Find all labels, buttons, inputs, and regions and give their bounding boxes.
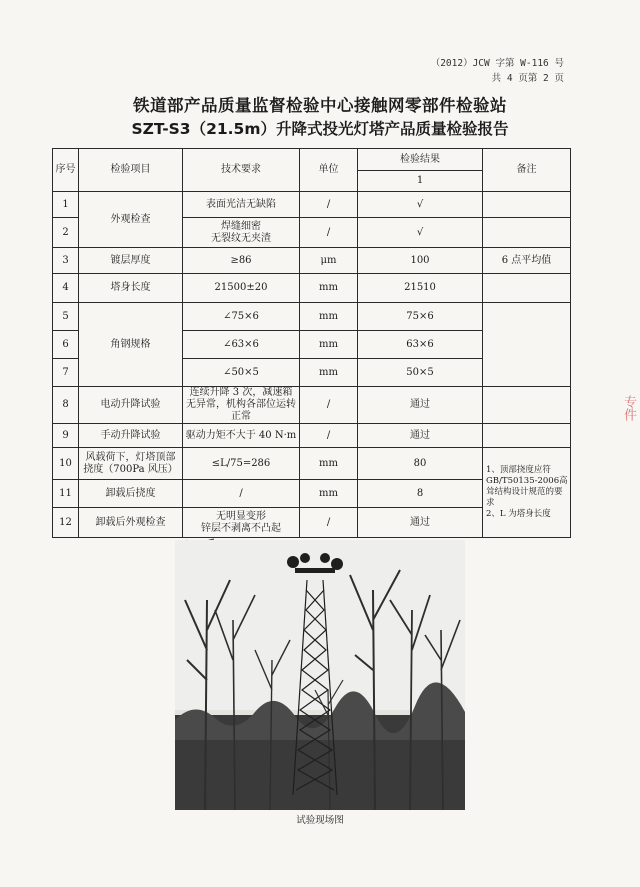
table-row <box>53 274 571 303</box>
cell-result: 8 <box>358 480 483 508</box>
cell-remark <box>483 303 571 387</box>
cell-remark: 1、顶部挠度应符GB/T50135-2006高耸结构设计规范的要求 2、L 为塔身长度 <box>483 448 571 538</box>
cell-result: 100 <box>358 248 483 274</box>
cell-requirement: ∠50×5 <box>183 359 300 387</box>
test-site-photo <box>175 540 465 810</box>
cell-result: 通过 <box>358 424 483 448</box>
header-result: 检验结果 <box>358 149 483 171</box>
photo-caption: 试验现场图 <box>296 815 344 826</box>
ref-number: （2012）JCW 字第 W-116 号 <box>430 58 564 69</box>
header-result-sample: 1 <box>358 171 483 192</box>
cell-item: 塔身长度 <box>79 274 183 303</box>
cell-remark <box>483 218 571 248</box>
cell-seq: 1 <box>53 192 79 218</box>
cell-seq: 5 <box>53 303 79 331</box>
cell-requirement: 连续升降 3 次，减速箱无异常，机构各部位运转正常 <box>183 387 300 424</box>
red-stamp: 专件 <box>621 395 636 421</box>
cell-requirement: ≥86 <box>183 248 300 274</box>
cell-remark <box>483 192 571 218</box>
report-reference <box>264 56 564 86</box>
header-unit: 单位 <box>300 149 358 192</box>
cell-unit: mm <box>300 448 358 480</box>
cell-seq: 11 <box>53 480 79 508</box>
header-item: 检验项目 <box>79 149 183 192</box>
cell-unit: μm <box>300 248 358 274</box>
cell-requirement: 21500±20 <box>183 274 300 303</box>
table-row <box>53 424 571 448</box>
cell-unit: / <box>300 387 358 424</box>
inspection-table <box>52 148 571 538</box>
table-row <box>53 387 571 424</box>
table-row <box>53 192 571 218</box>
cell-seq: 6 <box>53 331 79 359</box>
cell-item: 外观检查 <box>79 192 183 248</box>
cell-requirement: ∠63×6 <box>183 331 300 359</box>
cell-result: 80 <box>358 448 483 480</box>
header-seq: 序号 <box>53 149 79 192</box>
report-title: SZT-S3（21.5m）升降式投光灯塔产品质量检验报告 <box>131 120 509 138</box>
cell-unit: / <box>300 424 358 448</box>
header-requirement: 技术要求 <box>183 149 300 192</box>
cell-seq: 7 <box>53 359 79 387</box>
cell-requirement: 无明显变形 锌层不剥离不凸起 <box>183 508 300 538</box>
cell-item: 卸载后外观检查 <box>79 508 183 538</box>
cell-requirement: ∠75×6 <box>183 303 300 331</box>
cell-seq: 10 <box>53 448 79 480</box>
cell-item: 卸载后挠度 <box>79 480 183 508</box>
cell-result: 63×6 <box>358 331 483 359</box>
cell-requirement: 焊缝细密 无裂纹无夹渣 <box>183 218 300 248</box>
cell-result: 75×6 <box>358 303 483 331</box>
cell-unit: mm <box>300 303 358 331</box>
cell-unit: mm <box>300 480 358 508</box>
cell-item: 电动升降试验 <box>79 387 183 424</box>
cell-unit: mm <box>300 274 358 303</box>
page-info: 共 4 页第 2 页 <box>491 73 564 84</box>
cell-result: 通过 <box>358 508 483 538</box>
cell-seq: 9 <box>53 424 79 448</box>
cell-result: 50×5 <box>358 359 483 387</box>
cell-result: √ <box>358 192 483 218</box>
cell-remark: 6 点平均值 <box>483 248 571 274</box>
cell-result: 通过 <box>358 387 483 424</box>
cell-item: 角钢规格 <box>79 303 183 387</box>
cell-result: √ <box>358 218 483 248</box>
cell-requirement: 表面光洁无缺陷 <box>183 192 300 218</box>
cell-remark <box>483 274 571 303</box>
cell-unit: / <box>300 218 358 248</box>
cell-requirement: ≤L/75=286 <box>183 448 300 480</box>
cell-remark <box>483 424 571 448</box>
cell-seq: 4 <box>53 274 79 303</box>
cell-item: 镀层厚度 <box>79 248 183 274</box>
cell-result: 21510 <box>358 274 483 303</box>
cell-remark <box>483 387 571 424</box>
station-title: 铁道部产品质量监督检验中心接触网零部件检验站 <box>133 96 507 115</box>
cell-seq: 3 <box>53 248 79 274</box>
table-row <box>53 248 571 274</box>
table-row <box>53 448 571 480</box>
cell-item: 手动升降试验 <box>79 424 183 448</box>
cell-seq: 8 <box>53 387 79 424</box>
header-remark: 备注 <box>483 149 571 192</box>
cell-seq: 2 <box>53 218 79 248</box>
cell-unit: mm <box>300 359 358 387</box>
cell-requirement: 驱动力矩不大于 40 N·m <box>183 424 300 448</box>
cell-unit: mm <box>300 331 358 359</box>
cell-requirement: / <box>183 480 300 508</box>
cell-unit: / <box>300 508 358 538</box>
cell-item: 风载荷下，灯塔顶部挠度（700Pa 风压） <box>79 448 183 480</box>
cell-unit: / <box>300 192 358 218</box>
table-row <box>53 303 571 331</box>
cell-seq: 12 <box>53 508 79 538</box>
